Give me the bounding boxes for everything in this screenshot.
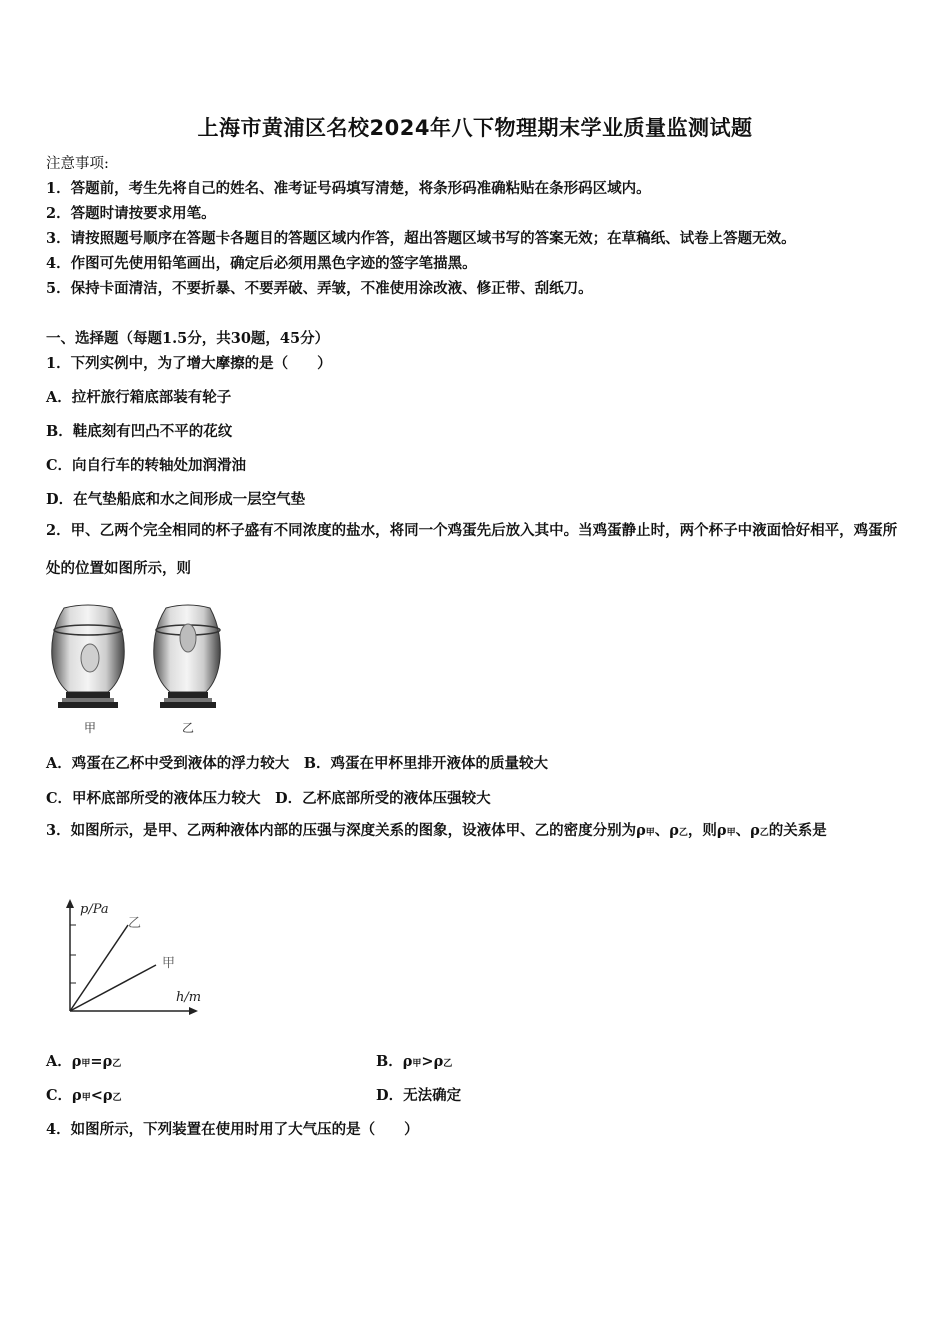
question-3-option-c: C．ρ甲<ρ乙 [46,1087,122,1104]
question-1-option-a: A．拉杆旅行箱底部装有轮子 [46,389,232,406]
question-4-stem: 4．如图所示，下列装置在使用时用了大气压的是（ ） [46,1121,419,1138]
y-axis-arrow-icon [66,899,74,908]
question-2-options-ab: A．鸡蛋在乙杯中受到液体的浮力较大 B．鸡蛋在甲杯里排开液体的质量较大 [46,755,549,772]
cup-jia [52,605,125,735]
cup-yi-label: 乙 [182,721,195,735]
cup-jia-label: 甲 [84,721,97,735]
question-1-option-b: B．鞋底刻有凹凸不平的花纹 [46,423,233,440]
egg-cups-figure [46,600,226,740]
section-heading: 一、选择题（每题1.5分，共30题，45分） [46,330,330,347]
line-jia-label: 甲 [162,956,176,971]
cup-yi [154,605,221,735]
question-2-stem: 2．甲、乙两个完全相同的杯子盛有不同浓度的盐水，将同一个鸡蛋先后放入其中。当鸡蛋静止时，两个杯子中液面恰好相平，鸡蛋所处的位置如图所示，则 [46,522,898,577]
line-jia [70,965,156,1011]
question-3-stem: 3．如图所示，是甲、乙两种液体内部的压强与深度关系的图象，设液体甲、乙的密度分别为ρ甲、ρ乙，则ρ甲、ρ乙的关系是 [46,822,827,839]
notice-heading: 注意事项: [46,156,109,172]
line-yi-label: 乙 [128,916,142,931]
question-3-option-a: A．ρ甲=ρ乙 [46,1053,122,1070]
question-3-option-d: D．无法确定 [376,1087,462,1104]
question-1-option-c: C．向自行车的转轴处加润滑油 [46,457,247,474]
question-3-option-b: B．ρ甲>ρ乙 [376,1053,453,1070]
notice-item: 3．请按照题号顺序在答题卡各题目的答题区域内作答，超出答题区域书写的答案无效；在草稿纸、试卷上答题无效。 [46,230,796,247]
line-yi [70,925,128,1011]
question-1-stem: 1．下列实例中，为了增大摩擦的是（ ） [46,355,332,372]
notice-item: 2．答题时请按要求用笔。 [46,205,216,222]
notice-item: 4．作图可先使用铅笔画出，确定后必须用黑色字迹的签字笔描黑。 [46,255,477,272]
pressure-depth-graph [60,895,220,1020]
page-title: 上海市黄浦区名校2024年八下物理期末学业质量监测试题 [197,116,753,140]
question-2-options-cd: C．甲杯底部所受的液体压力较大 D．乙杯底部所受的液体压强较大 [46,790,491,807]
question-1-option-d: D．在气垫船底和水之间形成一层空气垫 [46,491,306,508]
notice-item: 5．保持卡面清洁，不要折暴、不要弄破、弄皱，不准使用涂改液、修正带、刮纸刀。 [46,280,593,297]
x-axis-label: h/m [176,990,202,1005]
notice-item: 1．答题前，考生先将自己的姓名、准考证号码填写清楚，将条形码准确粘贴在条形码区域内。 [46,180,651,197]
y-axis-label: p/Pa [80,902,109,917]
x-axis-arrow-icon [189,1007,198,1015]
